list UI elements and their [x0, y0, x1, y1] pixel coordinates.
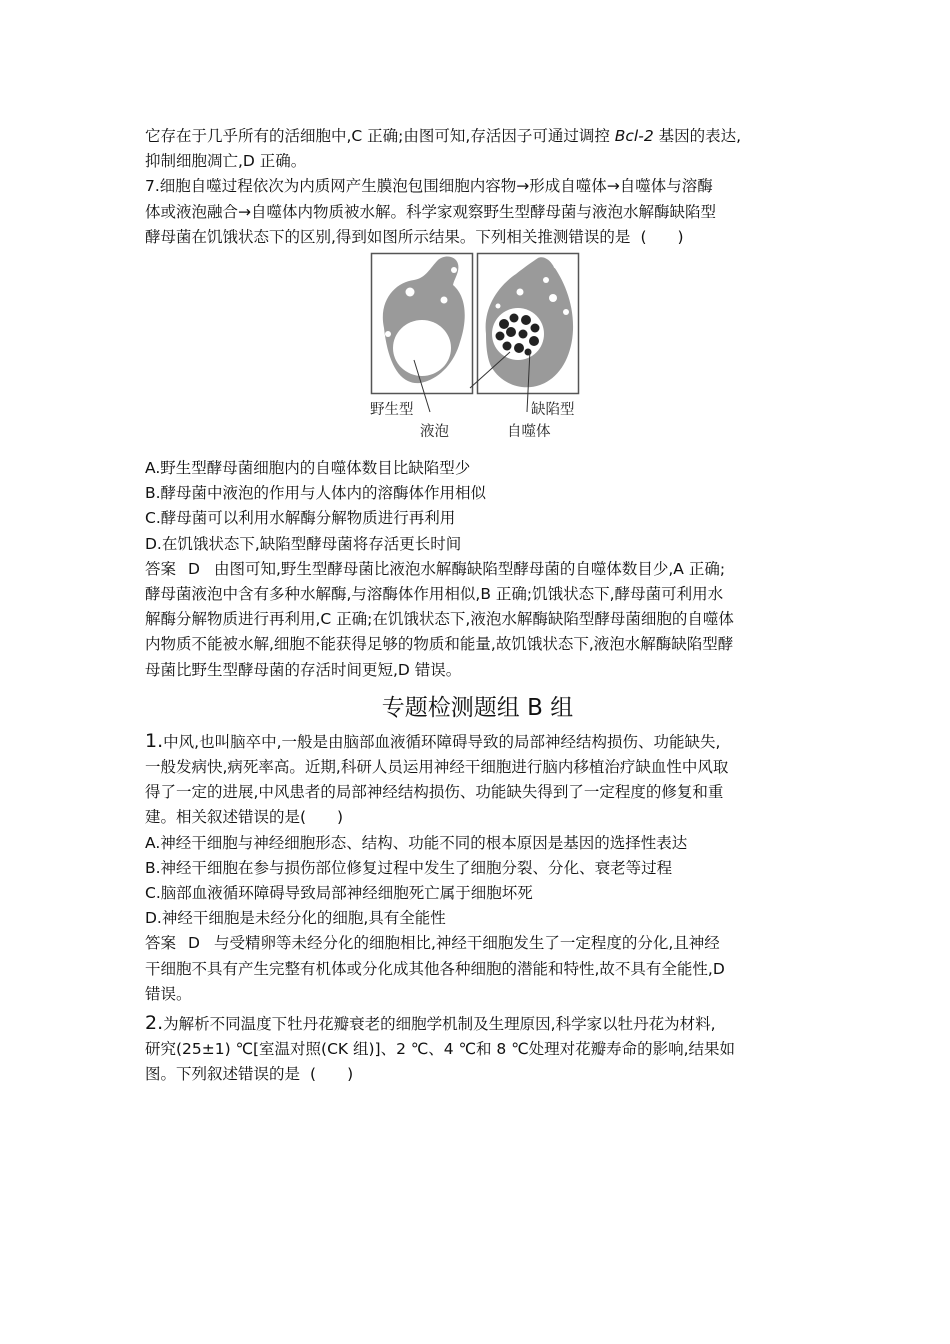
q1-option-a[interactable]: A.神经干细胞与神经细胞形态、结构、功能不同的根本原因是基因的选择性表达 — [145, 833, 688, 852]
mutant-granule — [517, 289, 524, 296]
q7-option-a[interactable]: A.野生型酵母菌细胞内的自噬体数目比缺陷型少 — [145, 459, 471, 478]
q7-option-c[interactable]: C.酵母菌可以利用水解酶分解物质进行再利用 — [145, 509, 456, 528]
mutant-granule — [549, 294, 557, 302]
q7-answer-line-1: 答案 D 由图可知,野生型酵母菌比液泡水解酶缺陷型酵母菌的自噬体数目少,A 正确; — [145, 557, 810, 582]
q1-option-c[interactable]: C.脑部血液循环障碍导致局部神经细胞死亡属于细胞坏死 — [145, 884, 533, 903]
q1-stem-line-2: 一般发病快,病死率高。近期,科研人员运用神经干细胞进行脑内移植治疗缺血性中风取 — [145, 758, 729, 777]
autophagosome — [514, 343, 524, 353]
q7-answer-line-5: 母菌比野生型酵母菌的存活时间更短,D 错误。 — [145, 660, 462, 679]
mutant-granule — [563, 309, 569, 315]
yeast-autophagy-figure — [370, 252, 580, 442]
gene-name: Bcl-2 — [614, 127, 654, 145]
q7-stem-line-2: 体或液泡融合→自噬体内物质被水解。科学家观察野生型酵母菌与液泡水解酶缺陷型 — [145, 202, 716, 221]
autophagosome — [529, 336, 539, 346]
q7-answer-line-4: 内物质不能被水解,细胞不能获得足够的物质和能量,故饥饿状态下,液泡水解酶缺陷型酵 — [145, 635, 734, 654]
autophagosome — [519, 330, 528, 339]
q1-stem-line-4: 建。相关叙述错误的是( ) — [145, 808, 344, 827]
autophagosome — [503, 342, 512, 351]
autophagosome — [496, 332, 505, 341]
answer-blank: ( ) — [640, 227, 684, 246]
q7-option-d[interactable]: D.在饥饿状态下,缺陷型酵母菌将存活更长时间 — [145, 534, 462, 553]
q1-answer-value: D — [188, 934, 200, 953]
mutant-granule — [496, 304, 501, 309]
answer-blank: ( ) — [310, 1065, 354, 1084]
label-autophagosome: 自噬体 — [507, 424, 551, 441]
label-mutant: 缺陷型 — [531, 402, 575, 419]
autophagosome — [525, 349, 532, 356]
q1-stem-line-1: 1.中风,也叫脑卒中,一般是由脑部血液循环障碍导致的局部神经结构损伤、功能缺失, — [145, 729, 721, 752]
q1-stem-line-3: 得了一定的进展,中风患者的局部神经结构损伤、功能缺失得到了一定程度的修复和重 — [145, 783, 724, 802]
wild-type-granule — [451, 267, 457, 273]
q7-answer-line-3: 解酶分解物质进行再利用,C 正确;在饥饿状态下,液泡水解酶缺陷型酵母菌细胞的自噬体 — [145, 610, 734, 629]
mutant-granule — [543, 277, 549, 283]
q1-option-d[interactable]: D.神经干细胞是未经分化的细胞,具有全能性 — [145, 909, 446, 928]
wild-type-vacuole — [393, 320, 451, 376]
section-title: 专题检测题组 B 组 — [381, 694, 574, 721]
q2-number: 2. — [145, 1012, 164, 1035]
label-vacuole: 液泡 — [420, 424, 449, 441]
wild-type-granule — [441, 297, 448, 304]
q7-stem-line-1: 7.细胞自噬过程依次为内质网产生膜泡包围细胞内容物→形成自噬体→自噬体与溶酶 — [145, 177, 713, 196]
q1-answer-line-3: 错误。 — [145, 984, 192, 1003]
q1-answer-line-2: 干细胞不具有产生完整有机体或分化成其他各种细胞的潜能和特性,故不具有全能性,D — [145, 959, 725, 978]
autophagosome — [521, 315, 531, 325]
q1-number: 1. — [145, 729, 164, 752]
document-page — [145, 124, 810, 1088]
mutant-granule — [554, 264, 559, 269]
q2-stem-line-1: 2.为解析不同温度下牡丹花瓣衰老的细胞学机制及生理原因,科学家以牡丹花为材料, — [145, 1012, 716, 1035]
label-wild-type: 野生型 — [370, 402, 414, 419]
q1-option-b[interactable]: B.神经干细胞在参与损伤部位修复过程中发生了细胞分裂、分化、衰老等过程 — [145, 858, 673, 877]
q7-stem-line-3: 酵母菌在饥饿状态下的区别,得到如图所示结果。下列相关推测错误的是 ( ) — [145, 225, 810, 250]
spacer — [145, 442, 810, 456]
q7-option-b[interactable]: B.酵母菌中液泡的作用与人体内的溶酶体作用相似 — [145, 484, 487, 503]
q1-answer-line-1: 答案 D 与受精卵等未经分化的细胞相比,神经干细胞发生了一定程度的分化,且神经 — [145, 931, 810, 956]
q7-answer-value: D — [188, 559, 200, 578]
prev-answer-line-2: 抑制细胞凋亡,D 正确。 — [145, 152, 307, 171]
q2-stem-line-3: 图。下列叙述错误的是 ( ) — [145, 1062, 810, 1087]
wild-type-granule — [406, 288, 415, 297]
q7-answer-line-2: 酵母菌液泡中含有多种水解酶,与溶酶体作用相似,B 正确;饥饿状态下,酵母菌可利用水 — [145, 585, 724, 604]
autophagosome — [531, 324, 540, 333]
autophagosome — [510, 314, 519, 323]
q2-stem-line-2: 研究(25±1) ℃[室温对照(CK 组)]、2 ℃、4 ℃和 8 ℃处理对花瓣寿命的影响,结果如 — [145, 1040, 736, 1059]
prev-answer-line-1: 它存在于几乎所有的活细胞中,C 正确;由图可知,存活因子可通过调控 Bcl-2 基因的表达, — [145, 127, 742, 145]
autophagosome — [499, 319, 509, 329]
autophagosome — [506, 327, 516, 337]
wild-type-granule — [385, 331, 391, 337]
